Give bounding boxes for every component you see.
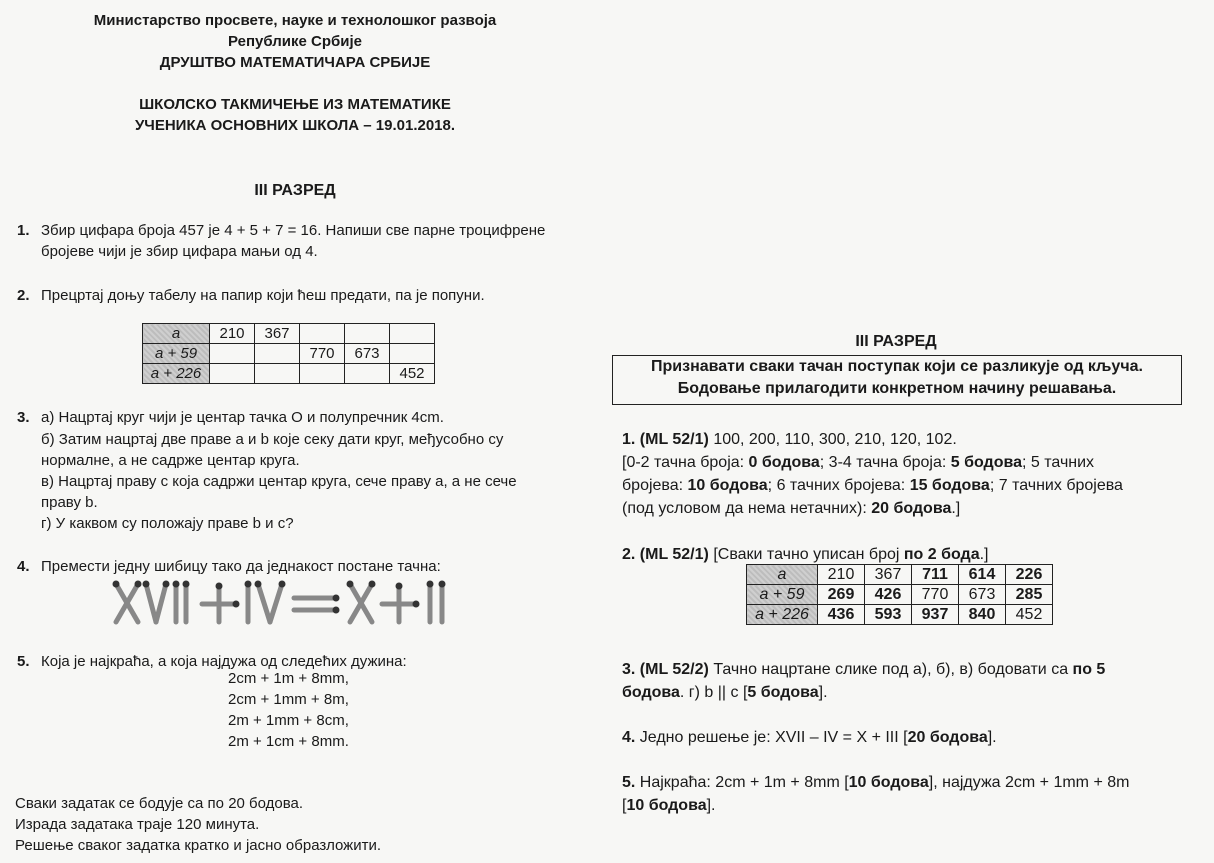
competition-subtitle: УЧЕНИКА ОСНОВНИХ ШКОЛА – 19.01.2018. [134, 117, 456, 134]
table-cell: 367 [865, 565, 912, 585]
solution1-line4 [622, 497, 960, 520]
solution1-line2 [622, 451, 1094, 474]
text-span: Тачно нацртане слике под а), б), в) бодовати са [713, 661, 1073, 678]
footer-instructions: Решење сваког задатка кратко и јасно образложити. [15, 837, 381, 854]
points-per-number: по 2 бода [903, 546, 980, 563]
text-span: (под условом да нема нетачних): [622, 500, 872, 517]
task2-table [142, 323, 435, 384]
table-cell: 426 [865, 585, 912, 605]
points-10: 10 бодова [848, 774, 929, 791]
points-5: по 5 [1072, 661, 1106, 678]
solution4-line [622, 726, 997, 749]
solution1-answer: 100, 200, 110, 300, 210, 120, 102. [713, 431, 957, 448]
points-5: 5 бодова [747, 684, 819, 701]
task3-part-a: а) Нацртај круг чији је центар тачка O и полупречник 4cm. [41, 409, 444, 426]
table-cell: 210 [210, 324, 255, 344]
solution1-ref: (ML 52/1) [639, 431, 709, 448]
table-cell: a [143, 324, 210, 344]
task5-length-4: 2m + 1cm + 8mm. [228, 733, 349, 750]
points-word: бодова [622, 684, 680, 701]
competition-title: ШКОЛСКО ТАКМИЧЕЊЕ ИЗ МАТЕМАТИКЕ [139, 96, 451, 113]
text-span: бројева: [622, 477, 688, 494]
table-cell: 673 [345, 344, 390, 364]
points-20: 20 бодова [871, 500, 952, 517]
text-span: [Сваки тачно уписан број [713, 546, 904, 563]
text-span: Једно решење је: XVII – IV = X + III [ [639, 729, 908, 746]
table-cell [255, 344, 300, 364]
solution4-number: 4. [622, 729, 636, 746]
task5-length-3: 2m + 1mm + 8cm, [228, 712, 349, 729]
instructions-line1: Признавати сваки тачан поступак који се разликује од кључа. [651, 358, 1143, 375]
task3-number: 3. [17, 409, 30, 426]
task5-text: Која је најкраћа, а која најдужа од следећих дужина: [41, 653, 407, 670]
task3-part-b1: б) Затим нацртај две праве a и b које секу дати круг, међусобно су [41, 431, 504, 448]
task3-part-b2: нормалне, а не садрже центар круга. [41, 452, 300, 469]
task5-number: 5. [17, 653, 30, 670]
task3-part-d: г) У каквом су положају праве b и c? [41, 515, 294, 532]
table-cell: 840 [959, 605, 1006, 625]
text-span: . г) b || c [ [679, 684, 748, 701]
table-row [143, 364, 435, 384]
task1-line2: бројеве чији је збир цифара мањи од 4. [41, 243, 318, 260]
table-cell [210, 364, 255, 384]
solution1-line1 [622, 428, 957, 451]
task2-number: 2. [17, 287, 30, 304]
table-cell [345, 364, 390, 384]
table-cell: 452 [390, 364, 435, 384]
table-cell [300, 364, 345, 384]
points-5: 5 бодова [950, 454, 1023, 471]
task1-number: 1. [17, 222, 30, 239]
table-cell [255, 364, 300, 384]
republic-line: Републике Србије [227, 33, 363, 50]
society-line: ДРУШТВО МАТЕМАТИЧАРА СРБИЈЕ [159, 54, 431, 71]
solution2-table [746, 564, 1053, 625]
table-row [747, 585, 1053, 605]
text-span: .] [951, 500, 961, 517]
table-cell: 226 [1006, 565, 1053, 585]
table-row [143, 324, 435, 344]
table-cell: 711 [912, 565, 959, 585]
task5-length-1: 2cm + 1m + 8mm, [228, 670, 349, 687]
text-span: ]. [987, 729, 997, 746]
table-cell: 285 [1006, 585, 1053, 605]
table-cell: 452 [1006, 605, 1053, 625]
solution3-line1 [622, 658, 1105, 681]
ministry-line: Министарство просвете, науке и технолошког развоја [93, 12, 497, 29]
text-span: [0-2 тачна броја: [622, 454, 749, 471]
table-cell: a + 59 [143, 344, 210, 364]
text-span: Најкраћа: 2cm + 1m + 8mm [ [639, 774, 849, 791]
table-cell: 593 [865, 605, 912, 625]
footer-points: Сваки задатак се бодује са по 20 бодова. [15, 795, 304, 812]
text-span: ]. [818, 684, 828, 701]
solution3-line2 [622, 681, 828, 704]
points-15: 15 бодова [909, 477, 990, 494]
text-span: ; 6 тачних бројева: [767, 477, 910, 494]
table-cell [210, 344, 255, 364]
points-0: 0 бодова [748, 454, 820, 471]
table-row [747, 565, 1053, 585]
solution1-line3 [622, 474, 1123, 497]
task5-length-2: 2cm + 1mm + 8m, [228, 691, 349, 708]
points-10: 10 бодова [626, 797, 707, 814]
solution5-number: 5. [622, 774, 636, 791]
table-cell [390, 344, 435, 364]
task3-part-c1: в) Нацртај праву c која садржи центар круга, сече праву a, а не сече [41, 473, 517, 490]
solution3-number: 3. [622, 661, 636, 678]
task1-line1: Збир цифара броја 457 је 4 + 5 + 7 = 16. Напиши све парне троцифрене [41, 222, 546, 239]
table-cell [345, 324, 390, 344]
table-cell: 673 [959, 585, 1006, 605]
table-cell [300, 324, 345, 344]
table-row [143, 344, 435, 364]
solution2-number: 2. [622, 546, 636, 563]
table-cell: 269 [818, 585, 865, 605]
task2-text: Прецртај доњу табелу на папир који ћеш предати, па је попуни. [41, 287, 485, 304]
table-cell: 770 [300, 344, 345, 364]
table-cell: 210 [818, 565, 865, 585]
text-span: ]. [706, 797, 716, 814]
answer-grade-title: III РАЗРЕД [855, 333, 937, 350]
table-cell: 436 [818, 605, 865, 625]
solution5-line2 [622, 794, 715, 817]
table-cell: a + 59 [747, 585, 818, 605]
instructions-line2: Бодовање прилагодити конкретном начину решавања. [677, 380, 1117, 397]
solution3-ref: (ML 52/2) [639, 661, 709, 678]
table-cell [390, 324, 435, 344]
task4-text: Премести једну шибицу тако да једнакост постане тачна: [41, 558, 441, 575]
table-cell: a + 226 [143, 364, 210, 384]
points-10: 10 бодова [687, 477, 768, 494]
table-cell: a [747, 565, 818, 585]
matchstick-equation-figure [110, 578, 490, 628]
text-span: .] [979, 546, 989, 563]
table-cell: a + 226 [747, 605, 818, 625]
table-row [747, 605, 1053, 625]
table-cell: 937 [912, 605, 959, 625]
footer-duration: Израда задатака траје 120 минута. [15, 816, 260, 833]
text-span: [ [622, 797, 627, 814]
instructions-box [612, 355, 1182, 405]
text-span: ; 3-4 тачна броја: [819, 454, 951, 471]
solution2-line1 [622, 543, 989, 566]
grade-title: III РАЗРЕД [254, 182, 336, 199]
solution5-line1 [622, 771, 1129, 794]
points-20: 20 бодова [907, 729, 988, 746]
text-span: ], најдужа 2cm + 1mm + 8m [928, 774, 1130, 791]
solution2-ref: (ML 52/1) [639, 546, 709, 563]
text-span: ; 5 тачних [1022, 454, 1095, 471]
text-span: ; 7 тачних бројева [989, 477, 1123, 494]
table-cell: 367 [255, 324, 300, 344]
solution1-number: 1. [622, 431, 636, 448]
task4-number: 4. [17, 558, 30, 575]
table-cell: 770 [912, 585, 959, 605]
table-cell: 614 [959, 565, 1006, 585]
task3-part-c2: праву b. [41, 494, 98, 511]
